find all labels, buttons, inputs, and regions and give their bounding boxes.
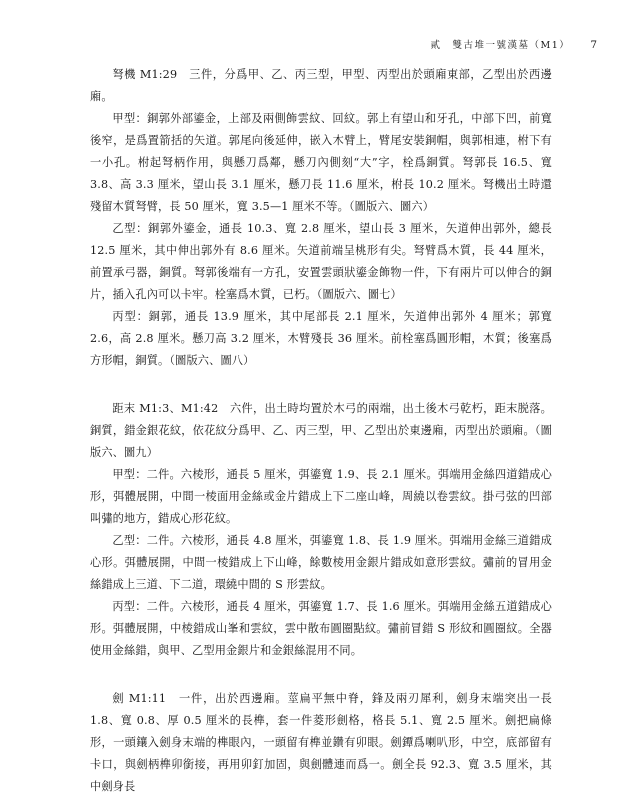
running-title: 貳 雙古堆一號漢墓（M1）: [430, 40, 571, 51]
paragraph-crossbow-type-c: 丙型：銅郭，通長 13.9 厘米，其中尾部長 2.1 厘米，矢道伸出郭外 4 厘米；郭寬 2.6，高 2.8 厘米。懸刀高 3.2 厘米，木臂殘長 36 厘米。前栓塞爲圓形帽，木質；後塞爲方形帽，銅質。（圖版六、圖八）: [90, 310, 552, 367]
paragraph-crossbow-type-a: 甲型：銅郭外部鎏金，上部及兩側飾雲紋、回紋。郭上有望山和牙孔，中部下凹，前寬後窄，是爲置箭括的矢道。郭尾向後延伸，嵌入木臂上，臂尾安裝銅帽，與郭相連，柎下有一小孔。柎起弩柄作用，與懸刀爲鄰，懸刀內側刻“大”字，栓爲銅質。弩郭長 16.5、寬 3.8、高 3.3 厘米，望山長 3.1 厘米，懸刀長 11.6 厘米，柎長 10.2 厘米。弩機出土時還殘留木質弩臂，長 50 厘米，寬 3.5—1 厘米不等。（圖版六、圖六）: [90, 112, 552, 213]
paragraph-bow-end-intro: 距末 M1:3、M1:42 六件，出土時均置於木弓的兩端，出土後木弓乾朽，距末脱落。銅質，錯金銀花紋，依花紋分爲甲、乙、丙三型，甲、乙型出於東邊廂，丙型出於頭廂。（圖版六、圖九）: [90, 402, 552, 459]
paragraph-bow-end-type-c: 丙型：二件。六棱形，通長 4 厘米，弭鎏寬 1.7、長 1.6 厘米。弭端用金絲五道錯成心形。弭體展開，中棱錯成山峯和雲紋，雲中散布圓圈點紋。彇前冒錯 S 形紋和圓圈紋。全器使用金絲錯，與甲、乙型用金銀片和金銀絲混用不同。: [90, 600, 552, 657]
paragraph-crossbow-type-b: 乙型：銅郭外鎏金，通長 10.3、寬 2.8 厘米，望山長 3 厘米，矢道伸出郭外，總長 12.5 厘米，其中伸出郭外有 8.6 厘米。矢道前端呈桃形有尖。弩臂爲木質，長 44 厘米，前置承弓器，銅質。弩郭後端有一方孔，安置雲頭狀鎏金飾物一件，下有兩片可以伸合的銅片，插入孔內可以卡牢。栓塞爲木質，已朽。（圖版六、圖七）: [90, 222, 552, 301]
paragraph-crossbow-intro: 弩機 M1:29 三件，分爲甲、乙、丙三型，甲型、丙型出於頭廂東部，乙型出於西邊廂。: [90, 68, 552, 103]
paragraph-bow-end-type-b: 乙型：二件。六棱形，通長 4.8 厘米，弭鎏寬 1.8、長 1.9 厘米。弭端用金絲三道錯成心形。弭體展開，中間一棱錯成上下山峰，餘數棱用金銀片錯成如意形雲紋。彇前的冒用金絲錯成上三道、下二道，環繞中間的 S 形雲紋。: [90, 534, 552, 591]
running-header: [431, 37, 597, 53]
paragraph-sword: 劍 M1:11 一件，出於西邊廂。莖扁平無中脊，鋒及兩刃犀利，劍身末端突出一長 1.8、寬 0.8、厚 0.5 厘米的長榫，套一件菱形劍格，格長 5.1、寬 2.5 厘米。劍把扁條形，一頭鑲入劍身末端的榫眼內，一頭留有榫並鑽有卯眼。劍鐔爲喇叭形，中空，底部留有卡口，與劍柄榫卯銜接，再用卯釘加固，與劍體連而爲一。劍全長 92.3、寬 3.5 厘米，其中劍身長: [90, 692, 552, 793]
page-body: [90, 64, 552, 798]
paragraph-bow-end-type-a: 甲型：二件。六棱形，通長 5 厘米，弭鎏寬 1.9、長 2.1 厘米。弭端用金絲四道錯成心形，弭體展開，中間一棱面用金絲或金片錯成上下二座山峰，周繞以卷雲紋。掛弓弦的凹部叫彇的地方，錯成心形花紋。: [90, 468, 552, 525]
page-number: 7: [590, 39, 597, 51]
section-gap: [90, 662, 552, 688]
section-gap: [90, 372, 552, 398]
